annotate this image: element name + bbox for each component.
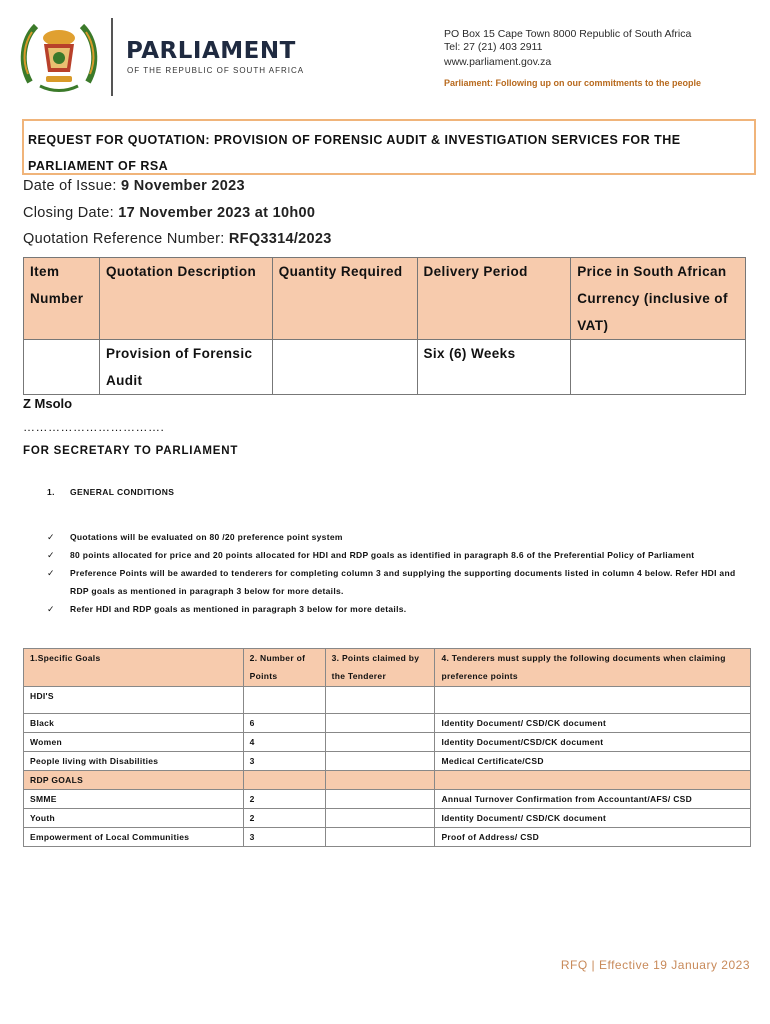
quotation-table (23, 257, 746, 395)
logo-divider (111, 18, 113, 96)
checkmark-icon: ✓ (47, 550, 55, 560)
goal-points: 2 (243, 790, 325, 809)
list-item-text: Quotations will be evaluated on 80 /20 preference point system (70, 532, 343, 542)
specific-goals-table (23, 648, 751, 847)
logo-title: PARLIAMENT (126, 38, 296, 64)
section-heading: GENERAL CONDITIONS (70, 487, 175, 497)
table-row (24, 809, 751, 828)
conditions-list (47, 528, 737, 618)
closing-date (23, 205, 315, 221)
list-item (47, 564, 737, 600)
header-points-claimed: 3. Points claimed by the Tenderer (325, 649, 435, 687)
header-price: Price in South African Currency (inclusive of VAT) (571, 258, 746, 340)
table-row (24, 790, 751, 809)
checkmark-icon: ✓ (47, 532, 55, 542)
cell-price (571, 340, 746, 395)
goal-name: SMME (24, 790, 244, 809)
header-item-number: Item Number (24, 258, 100, 340)
rfq-title-box (22, 119, 756, 175)
address-website: www.parliament.gov.za (444, 56, 552, 68)
cell-item-number (24, 340, 100, 395)
goal-claimed (325, 809, 435, 828)
signatory-name: Z Msolo (23, 396, 73, 411)
goal-name: Empowerment of Local Communities (24, 828, 244, 847)
section-label: HDI'S (24, 687, 244, 714)
signatory-role: FOR SECRETARY TO PARLIAMENT (23, 445, 239, 457)
section-row-hdi (24, 687, 751, 714)
parliament-crest-logo (18, 14, 100, 94)
goal-name: Women (24, 733, 244, 752)
cell-delivery-period: Six (6) Weeks (417, 340, 571, 395)
issue-value: 9 November 2023 (121, 178, 245, 194)
ref-label: Quotation Reference Number: (23, 231, 225, 247)
table-row (24, 733, 751, 752)
section-row-rdp (24, 771, 751, 790)
cell-quantity (272, 340, 417, 395)
goal-points: 3 (243, 828, 325, 847)
goal-name: Black (24, 714, 244, 733)
rfq-title-line2: PARLIAMENT OF RSA (28, 159, 169, 173)
checkmark-icon: ✓ (47, 568, 55, 578)
header-specific-goals: 1.Specific Goals (24, 649, 244, 687)
section-label: RDP GOALS (24, 771, 244, 790)
page-footer: RFQ | Effective 19 January 2023 (560, 958, 750, 972)
closing-value: 17 November 2023 at 10h00 (118, 205, 316, 221)
goal-documents: Proof of Address/ CSD (435, 828, 751, 847)
section-number: 1. (47, 487, 55, 497)
goal-claimed (325, 790, 435, 809)
date-of-issue (23, 178, 245, 194)
goal-documents: Identity Document/CSD/CK document (435, 733, 751, 752)
table-row (24, 752, 751, 771)
issue-label: Date of Issue: (23, 178, 117, 194)
goal-claimed (325, 714, 435, 733)
table-row (24, 714, 751, 733)
table-row (24, 340, 746, 395)
goal-name: Youth (24, 809, 244, 828)
goal-documents: Identity Document/ CSD/CK document (435, 714, 751, 733)
goal-claimed (325, 752, 435, 771)
goals-table-header (24, 649, 751, 687)
cell-description: Provision of Forensic Audit (99, 340, 272, 395)
signature-line: ……………………………. (23, 420, 165, 434)
goal-points: 3 (243, 752, 325, 771)
goal-points: 2 (243, 809, 325, 828)
goal-points: 6 (243, 714, 325, 733)
list-item (47, 600, 737, 618)
goal-name: People living with Disabilities (24, 752, 244, 771)
reference-number (23, 231, 332, 247)
closing-label: Closing Date: (23, 205, 114, 221)
header-delivery-period: Delivery Period (417, 258, 571, 340)
general-conditions-heading (47, 487, 174, 497)
logo-subtitle: OF THE REPUBLIC OF SOUTH AFRICA (127, 66, 305, 75)
quotation-table-header (24, 258, 746, 340)
list-item-text: Refer HDI and RDP goals as mentioned in paragraph 3 below for more details. (70, 604, 407, 614)
goal-documents: Medical Certificate/CSD (435, 752, 751, 771)
goal-points: 4 (243, 733, 325, 752)
list-item-text: 80 points allocated for price and 20 points allocated for HDI and RDP goals as identified in paragraph 8.6 of the Preferential Policy of Parliament (70, 550, 695, 560)
address-phone: Tel: 27 (21) 403 2911 (444, 41, 543, 53)
header-documents: 4. Tenderers must supply the following documents when claiming preference points (435, 649, 751, 687)
address-postal: PO Box 15 Cape Town 8000 Republic of South Africa (444, 28, 692, 40)
header-description: Quotation Description (99, 258, 272, 340)
goal-claimed (325, 733, 435, 752)
ref-value: RFQ3314/2023 (228, 231, 332, 247)
list-item-text: Preference Points will be awarded to tenderers for completing column 3 and supplying the supporting documents listed in column 4 below. Refer HDI and RDP goals as mentioned in paragraph 3 below for more details. (70, 568, 736, 596)
header-number-of-points: 2. Number of Points (243, 649, 325, 687)
list-item (47, 528, 737, 546)
goal-documents: Identity Document/ CSD/CK document (435, 809, 751, 828)
checkmark-icon: ✓ (47, 604, 55, 614)
goal-documents: Annual Turnover Confirmation from Accountant/AFS/ CSD (435, 790, 751, 809)
header-quantity: Quantity Required (272, 258, 417, 340)
table-row (24, 828, 751, 847)
rfq-title-line1: REQUEST FOR QUOTATION: PROVISION OF FORENSIC AUDIT & INVESTIGATION SERVICES FOR THE (28, 133, 681, 147)
tagline: Parliament: Following up on our commitments to the people (444, 78, 702, 88)
list-item (47, 546, 737, 564)
goal-claimed (325, 828, 435, 847)
